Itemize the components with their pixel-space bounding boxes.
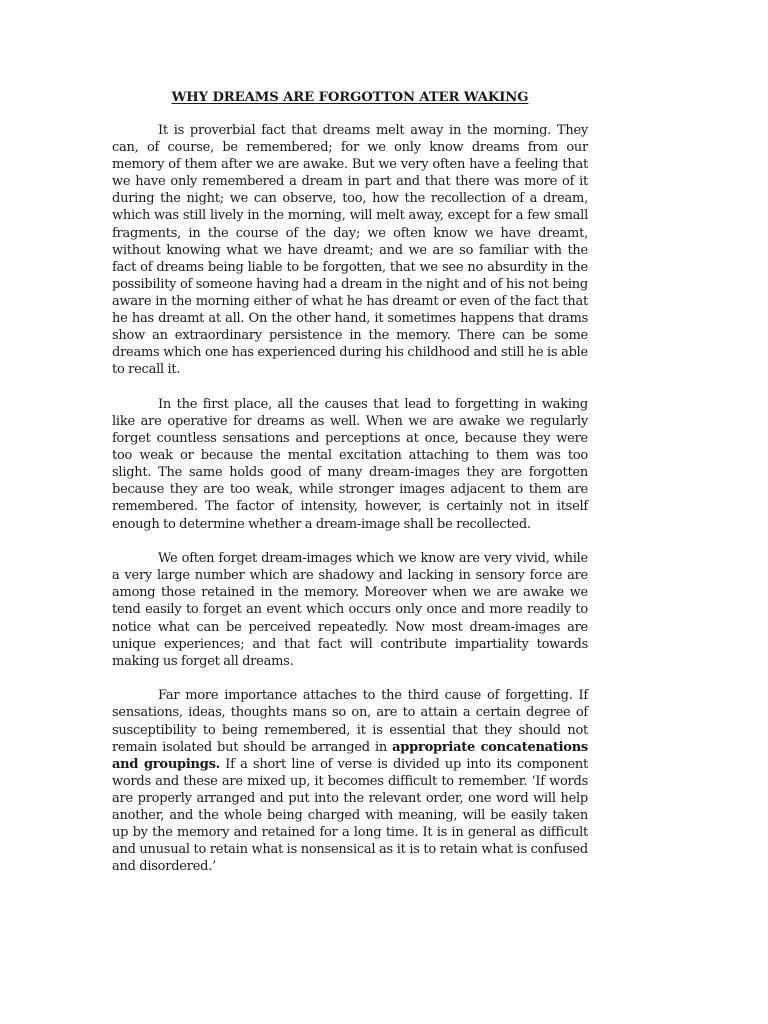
paragraph-3: We often forget dream-images which we know are very vivid, while a very large number which are shadowy and lacking in sensory force are among those retained in the memory. Moreover when we are awake we tend easily to forget an event which occurs only once and more readily to notice what can be perceived repeatedly. Now most dream-images are unique experiences; and that fact will contribute impartiality towards making us forget all dreams. — [112, 551, 588, 669]
paragraph-4-bold-phrase: appropriate concatenations and groupings. — [112, 739, 588, 772]
paragraph-4-text-after: If a short line of verse is divided up into its component words and these are mixed up, it becomes difficult to remember. ‘If words are properly arranged and put into the relevant order, one word will help another, and the whole being charged with meaning, will be easily taken up by the memory and retained for a long time. It is in general as difficult and unusual to retain what is nonsensical as it is to retain what is confused and disordered.’ — [112, 756, 588, 875]
document-title: WHY DREAMS ARE FORGOTTON ATER WAKING — [171, 90, 529, 105]
paragraph-1: It is proverbial fact that dreams melt away in the morning. They can, of course, be remembered; for we only know dreams from our memory of them after we are awake. But we very often have a feeling that we have only remembered a dream in part and that there was more of it during the night; we can observe, too, how the recollection of a dream, which was still lively in the morning, will melt away, except for a few small fragments, in the course of the day; we often know we have dreamt, without knowing what we have dreamt; and we are so familiar with the fact of dreams being liable to be forgotten, that we see no absurdity in the possibility of someone having had a dream in the night and of his not being aware in the morning either of what he has dreamt or even of the fact that he has dreamt at all. On the other hand, it sometimes happens that drams show an extraordinary persistence in the memory. There can be some dreams which one has experienced during his childhood and still he is able to recall it. — [112, 123, 588, 378]
paragraph-2: In the first place, all the causes that lead to forgetting in waking like are operative for dreams as well. When we are awake we regularly forget countless sensations and perceptions at once, because they were too weak or because the mental excitation attaching to them was too slight. The same holds good of many dream-images they are forgotten because they are too weak, while stronger images adjacent to them are remembered. The factor of intensity, however, is certainly not in itself enough to determine whether a dream-image shall be recollected. — [112, 396, 588, 532]
paragraph-4 — [112, 687, 588, 875]
document-page — [112, 90, 588, 893]
paragraph-4-text-before: Far more importance attaches to the third cause of forgetting. If sensations, ideas, thoughts mans so on, are to attain a certain degree of susceptibility to being remembered, it is essential that they should not remain isolated but should be arranged in — [112, 688, 588, 755]
